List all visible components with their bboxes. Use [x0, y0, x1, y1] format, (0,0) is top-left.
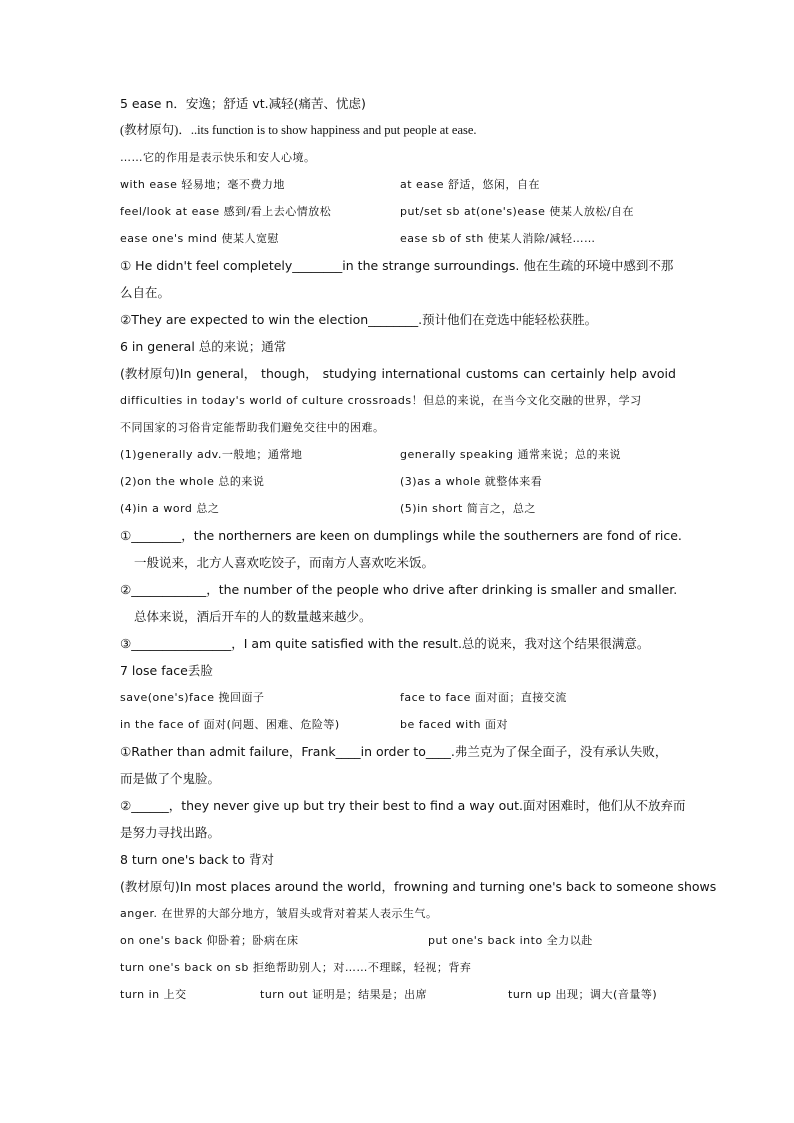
phrase: turn in 上交	[120, 988, 187, 1001]
phrase: put/set sb at(one's)ease 使某人放松/自在	[400, 205, 635, 218]
word: certainly	[550, 366, 606, 381]
exercise-continued: 么自在。	[120, 285, 171, 300]
word: (教材原句)In	[120, 366, 192, 381]
document-page	[120, 90, 717, 1008]
phrase-row	[120, 441, 676, 468]
word: studying	[322, 366, 377, 381]
exercise: ①Rather than admit failure，Frank____in order to____.弗兰克为了保全面子，没有承认失败，	[120, 744, 668, 759]
phrase: turn one's back on sb 拒绝帮助别人；对……不理睬，轻视；背弃	[120, 961, 472, 974]
exercise: ① He didn't feel completely________in the strange surroundings. 他在生疏的环境中感到不那	[120, 258, 674, 273]
phrase: in the face of 面对(问题、困难、危险等)	[120, 718, 340, 731]
phrase: (3)as a whole 就整体来看	[400, 475, 543, 488]
section-6-source	[120, 360, 676, 387]
word: international	[381, 366, 462, 381]
exercise: ②They are expected to win the election________.预计他们在竞选中能轻松获胜。	[120, 312, 598, 327]
phrase: with ease 轻易地；毫不费力地	[120, 178, 285, 191]
word: can	[523, 366, 546, 381]
exercise: ①________，the northerners are keen on dumplings while the southerners are fond of rice.	[120, 528, 682, 543]
section-5-source-translation: ……它的作用是表示快乐和安人心境。	[120, 151, 316, 164]
phrase: feel/look at ease 感到/看上去心情放松	[120, 205, 332, 218]
section-8-title: 8 turn one's back to 背对	[120, 852, 274, 867]
section-6-source-continued: difficulties in today's world of culture crossroads！但总的来说，在当今文化交融的世界，学习	[120, 394, 642, 407]
exercise: ②______，they never give up but try their best to find a way out.面对困难时，他们从不放弃而	[120, 798, 686, 813]
phrase: ease one's mind 使某人宽慰	[120, 232, 279, 245]
word: though，	[261, 366, 318, 381]
exercise: ③________________，I am quite satisfied with the result.总的说来，我对这个结果很满意。	[120, 636, 650, 651]
phrase-row	[120, 225, 676, 252]
phrase-row	[120, 495, 676, 522]
phrase-row	[120, 981, 676, 1008]
phrase-row	[120, 711, 676, 738]
section-7-title: 7 lose face丢脸	[120, 663, 213, 678]
phrase-row	[120, 468, 676, 495]
phrase: ease sb of sth 使某人消除/减轻……	[400, 232, 596, 245]
section-8-source-translation: anger. 在世界的大部分地方，皱眉头或背对着某人表示生气。	[120, 907, 438, 920]
exercise-translation: 一般说来，北方人喜欢吃饺子，而南方人喜欢吃米饭。	[134, 555, 435, 570]
word: avoid	[641, 366, 676, 381]
phrase-row	[120, 684, 676, 711]
phrase: at ease 舒适，悠闲，自在	[400, 178, 541, 191]
phrase: face to face 面对面；直接交流	[400, 691, 567, 704]
section-5-title: 5 ease n．安逸；舒适 vt.减轻(痛苦、忧虑)	[120, 96, 366, 111]
exercise-continued: 而是做了个鬼脸。	[120, 771, 221, 786]
section-6-title: 6 in general 总的来说；通常	[120, 339, 287, 354]
phrase: turn out 证明是；结果是；出席	[260, 988, 428, 1001]
phrase: put one's back into 全力以赴	[428, 934, 593, 947]
phrase-row	[120, 927, 676, 954]
section-6-source-translation: 不同国家的习俗肯定能帮助我们避免交往中的困难。	[120, 421, 385, 434]
word: customs	[465, 366, 519, 381]
phrase: save(one's)face 挽回面子	[120, 691, 265, 704]
phrase: (1)generally adv.一般地；通常地	[120, 448, 303, 461]
section-8-source: (教材原句)In most places around the world，frowning and turning one's back to someone shows	[120, 879, 717, 894]
section-5-source: (教材原句)．..its function is to show happiness and put people at ease.	[120, 123, 477, 137]
phrase: turn up 出现；调大(音量等)	[508, 988, 658, 1001]
phrase-row	[120, 171, 676, 198]
phrase: on one's back 仰卧着；卧病在床	[120, 934, 299, 947]
word: general，	[196, 366, 257, 381]
exercise: ②____________，the number of the people who drive after drinking is smaller and smaller.	[120, 582, 678, 597]
phrase: generally speaking 通常来说；总的来说	[400, 448, 621, 461]
phrase: (5)in short 简言之，总之	[400, 502, 536, 515]
phrase: be faced with 面对	[400, 718, 508, 731]
phrase: (2)on the whole 总的来说	[120, 475, 265, 488]
exercise-translation: 总体来说，酒后开车的人的数量越来越少。	[134, 609, 372, 624]
phrase-row	[120, 198, 676, 225]
exercise-continued: 是努力寻找出路。	[120, 825, 221, 840]
phrase: (4)in a word 总之	[120, 502, 220, 515]
word: help	[609, 366, 637, 381]
